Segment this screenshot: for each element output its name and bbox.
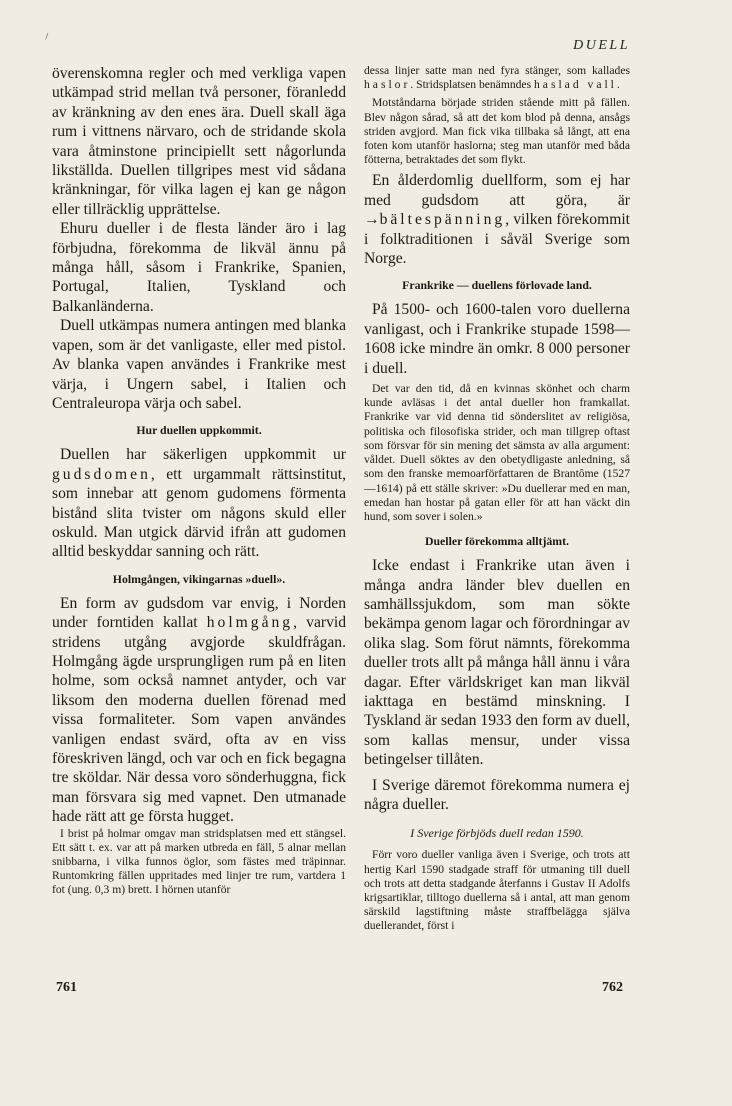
right-column bbox=[364, 64, 630, 934]
paragraph: I Sverige däremot förekomma numera ej några dueller. bbox=[364, 776, 630, 813]
section-heading: Holmgången, vikingarnas »duell». bbox=[112, 571, 286, 586]
spaced-term: gudsdomen bbox=[52, 465, 151, 483]
running-head: DUELL bbox=[573, 38, 630, 53]
paragraph: överenskomna regler och med verkliga vapen utkämpad strid mellan två personer, föranledd av kränkning av den enes ära. Duell skall äga rum i vittnens närvaro, och de stridande skola vara åtminstone principiellt sett någorlunda likställda. Duellen tillgripes mest vid sådana kränkningar, för vilka lagen ej kan ge någon eller tillräcklig upprättelse. bbox=[52, 65, 346, 218]
spaced-term: bältespänning bbox=[379, 211, 506, 229]
paragraph: På 1500- och 1600-talen voro duellerna vanligast, och i Frankrike stupade 1598—1608 icke mindre än omkr. 8 000 personer i duell. bbox=[364, 301, 630, 377]
page-number-right: 762 bbox=[602, 980, 623, 995]
arrow-icon: → bbox=[364, 211, 380, 229]
page-number-left: 761 bbox=[56, 980, 77, 995]
section-heading: Hur duellen uppkommit. bbox=[136, 423, 262, 438]
spaced-term: holmgång bbox=[206, 614, 294, 632]
spaced-term: haslad vall bbox=[534, 78, 617, 92]
paragraph-small: Förr voro dueller vanliga även i Sverige, och trots att hertig Karl 1590 stadgade straff för utmaning till duell och trots att detta stadgande återfanns i Gustav II Adolfs krigsartiklar, tilltogo duellerna så i antal, att man genom särskild lagstiftning måste straffbelägga själva duellerandet, först i bbox=[364, 848, 630, 933]
paragraph: Duell utkämpas numera antingen med blanka vapen, som är det vanligaste, eller med pistol. Av blanka vapen användes i Frankrike mest värja, i Ungern sabel, i Italien och Centraleuropa värja och sabel. bbox=[52, 317, 346, 412]
pencil-mark-icon: ⸝ bbox=[39, 26, 53, 43]
paragraph-small: Det var den tid, då en kvinnas skönhet och charm kunde avläsas i det antal dueller hon framkallat. Frankrike var vid denna tid sönderslitet av religiösa, politiska och filosofiska strider, och man tillgrep oftast som försvar för sin mening det sämsta av alla argument: våldet. Duell söktes av den obetydligaste anledning, så som den franske memoarförfattaren de Brantôme (1527 —1614) på ett ställe skriver: »Du duellerar med en man, emedan han hostar på gatan eller för att han väckt din hund, som sover i solen.» bbox=[364, 382, 630, 523]
paragraph: En ålderdomlig duellform, som ej har med gudsdom att göra, är →bältespänning, vilken förekommit i folktraditionen i såväl Sverige som Norge. bbox=[364, 172, 630, 268]
paragraph: En form av gudsdom var envig, i Norden under forntiden kallat holmgång, varvid stridens utgång avgjorde skuldfrågan. Holmgång ägde ursprungligen rum på en liten holme, som också namnet antyder, och var liksom den moderna duellen förenad med vissa formaliteter. Som vapen användes vanligen endast svärd, ofta av en viss föreskriven längd, och var och en fick begagna tre sköldar. När dessa voro sönderhuggna, fick man försvara sig med vapnet. Den utmanade hade rätt att ge första hugget. bbox=[52, 594, 346, 826]
paragraph: Icke endast i Frankrike utan även i många andra länder blev duellen en samhällssjukdom, som man sökte bekämpa genom lagar och förordningar av olika slag. Som förut nämnts, förekomma dueller trots allt på många håll ännu i våra dagar. Efter världskriget kan man likväl iakttaga en bestämd minskning. I Tyskland är sedan 1933 den form av duell, som kallas mensur, under vissa betingelser tillåten. bbox=[364, 557, 630, 769]
paragraph-small: dessa linjer satte man ned fyra stänger, som kallades haslor. Stridsplatsen benämndes haslad vall. bbox=[364, 64, 630, 92]
paragraph: Ehuru dueller i de flesta länder äro i lag förbjudna, förekomma de likväl ännu på många håll, såsom i Frankrike, Spanien, Portugal, Italien, Tyskland och Balkanländerna. bbox=[52, 220, 346, 315]
left-column bbox=[52, 64, 346, 898]
paragraph-small: I brist på holmar omgav man stridsplatsen med ett stängsel. Ett sätt t. ex. var att på marken utbreda en fäll, 5 alnar mellan snibbarna, i vilka funnos öglor, som fästes med träpinnar. Runtomkring fällen uppritades med linjer tre rum, vartdera 1 fot (ung. 0,3 m) brett. I hörnen utanför bbox=[52, 826, 346, 897]
paragraph: Duellen har säkerligen uppkommit ur gudsdomen, ett urgammalt rättsinstitut, som innebar att genom gudomens förmenta bistånd slita tvister om någons skuld eller oskuld. Man utgick därvid ifrån att gudomen alltid beskyddar sanning och rätt. bbox=[52, 446, 346, 561]
paragraph-small: Motståndarna började striden stående mitt på fällen. Blev någon sårad, så att det kom blod på denna, ansågs striden avgjord. Man fick vika tillbaka så långt, att ena foten kom utanför haslorna; steg man utanför med båda fötterna, betraktades det som flykt. bbox=[364, 96, 630, 167]
section-heading: Dueller förekomma alltjämt. bbox=[424, 534, 570, 549]
section-heading-italic: I Sverige förbjöds duell redan 1590. bbox=[410, 826, 584, 841]
section-heading: Frankrike — duellens förlovade land. bbox=[402, 278, 592, 293]
spaced-term: haslor bbox=[364, 78, 411, 92]
